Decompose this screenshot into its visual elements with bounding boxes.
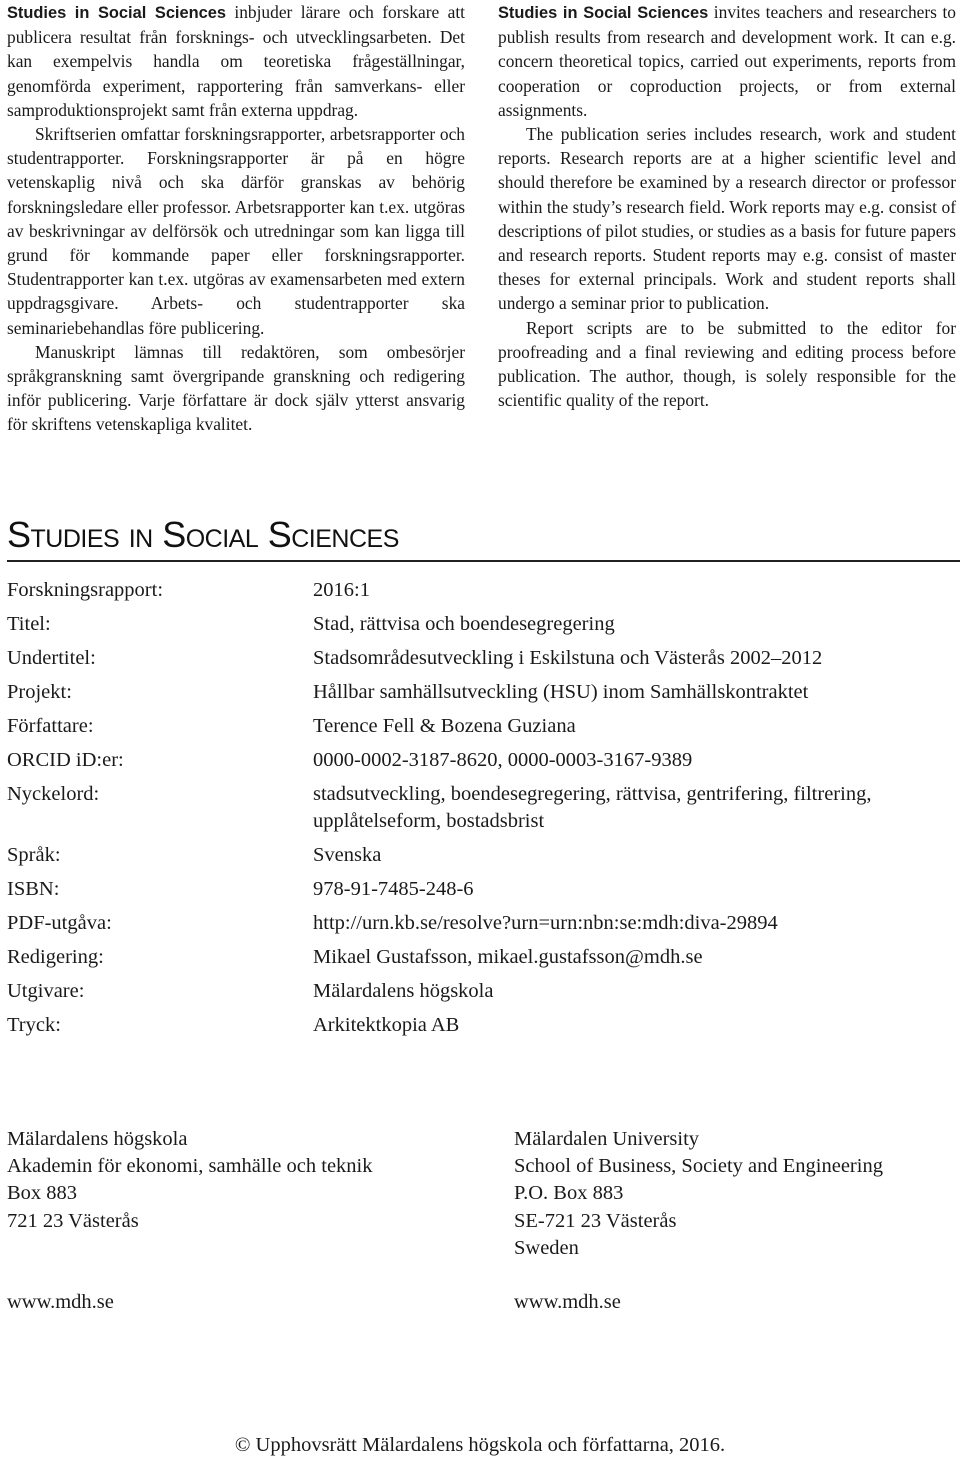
meta-row-pdf: [7, 906, 960, 940]
meta-value-orcid: 0000-0002-3187-8620, 0000-0003-3167-9389: [313, 748, 693, 771]
intro-en-paragraph-3: Report scripts are to be submitted to the editor for proofreading and a final reviewing and editing process before publication. The author, though, is solely responsible for the scientific quality of the report.: [498, 317, 956, 411]
address-sv-line: Akademin för ekonomi, samhälle och teknik: [7, 1155, 373, 1178]
address-en-line: Sweden: [514, 1236, 579, 1259]
intro-en-paragraph-1: [498, 0, 956, 122]
meta-value-project: Hållbar samhällsutveckling (HSU) inom Samhällskontraktet: [313, 680, 809, 703]
meta-row-editing: [7, 940, 960, 974]
address-sv-line: 721 23 Västerås: [7, 1209, 139, 1232]
meta-row-project: [7, 675, 960, 709]
pdf-link[interactable]: http://urn.kb.se/resolve?urn=urn:nbn:se:mdh:diva-29894: [313, 911, 778, 934]
meta-label-subtitle: Undertitel:: [7, 647, 96, 669]
meta-row-subtitle: [7, 641, 960, 675]
meta-label-publisher: Utgivare:: [7, 980, 85, 1002]
meta-label-orcid: ORCID iD:er:: [7, 749, 124, 771]
meta-row-publisher: [7, 974, 960, 1008]
meta-row-keywords: [7, 777, 960, 838]
meta-label-keywords: Nyckelord:: [7, 783, 100, 805]
address-en-line: School of Business, Society and Engineering: [514, 1155, 883, 1178]
meta-label-language: Språk:: [7, 844, 61, 866]
meta-row-language: [7, 838, 960, 872]
meta-label-title: Titel:: [7, 613, 51, 635]
meta-row-isbn: [7, 872, 960, 906]
address-en-line: SE-721 23 Västerås: [514, 1209, 677, 1232]
meta-value-subtitle: Stadsområdesutveckling i Eskilstuna och Västerås 2002–2012: [313, 646, 823, 669]
meta-label-project: Projekt:: [7, 681, 72, 703]
meta-value-editing: Mikael Gustafsson, mikael.gustafsson@mdh.se: [313, 945, 703, 968]
address-en-line: P.O. Box 883: [514, 1182, 624, 1205]
series-name-sv: Studies in Social Sciences: [7, 4, 226, 22]
intro-sv-paragraph-2: Skriftserien omfattar forskningsrapporter, arbetsrapporter och studentrapporter. Forskningsrapporter är på en högre vetenskaplig nivå och ska därför granskas av behörig forskningsledare eller professor. Arbetsrapporter kan t.ex. utgöras av beskrivningar av delförsök och utredningar som kan ligga till grund för kommande paper eller forskningsrapporter. Studentrapporter kan t.ex. utgöras av examensarbeten med extern uppdragsgivare. Arbets- och studentrapporter ska seminariebehandlas före publicering.: [7, 124, 465, 338]
meta-label-authors: Författare:: [7, 715, 94, 737]
address-swedish: [7, 1126, 373, 1316]
intro-sv-paragraph-1: [7, 0, 465, 122]
meta-label-editing: Redigering:: [7, 946, 104, 968]
address-english: [514, 1126, 883, 1316]
meta-label-pdf: PDF-utgåva:: [7, 912, 112, 934]
meta-value-language: Svenska: [313, 843, 382, 866]
intro-sv-paragraph-3: Manuskript lämnas till redaktören, som ombesörjer språkgranskning samt övergripande granskning och redigering inför publicering. Varje författare är dock själv ytterst ansvarig för skriftens vetenskapliga kvalitet.: [7, 341, 465, 435]
heading-divider: [7, 560, 960, 562]
copyright-notice: © Upphovsrätt Mälardalens högskola och författarna, 2016.: [234, 1434, 726, 1456]
intro-swedish: [7, 0, 465, 437]
intro-sv-p1-text: inbjuder lärare och forskare att publicera resultat från forsknings- och utvecklingsarbeten. Det kan exempelvis handla om teoretiska frågeställningar, genomförda experiment, rapportering från samverkans- eller samproduktionsprojekt samt från externa uppdrag.: [7, 2, 465, 120]
meta-value-print: Arkitektkopia AB: [313, 1013, 460, 1036]
intro-en-paragraph-2: The publication series includes research, work and student reports. Research reports are at a higher scientific level and should therefore be examined by a research director or professor within the study’s research field. Work reports may e.g. consist of descriptions of pilot studies, or studies as a basis for future papers and research reports. Student reports may e.g. consist of master theses for external principals. Work and student reports shall undergo a seminar prior to publication.: [498, 124, 956, 314]
intro-english: [498, 0, 956, 412]
meta-row-print: [7, 1008, 960, 1042]
website-link-sv[interactable]: www.mdh.se: [7, 1290, 114, 1313]
address-sv-line: Mälardalens högskola: [7, 1128, 188, 1150]
meta-value-isbn: 978-91-7485-248-6: [313, 877, 474, 900]
series-name-en: Studies in Social Sciences: [498, 4, 709, 22]
website-link-en[interactable]: www.mdh.se: [514, 1291, 621, 1314]
meta-row-orcid: [7, 743, 960, 777]
meta-label-report: Forskningsrapport:: [7, 579, 164, 601]
meta-value-title: Stad, rättvisa och boendesegregering: [313, 612, 615, 635]
meta-row-report: [7, 573, 960, 607]
address-en-line: Mälardalen University: [514, 1128, 700, 1150]
meta-label-print: Tryck:: [7, 1014, 61, 1036]
meta-row-title: [7, 607, 960, 641]
meta-label-isbn: ISBN:: [7, 878, 60, 900]
meta-value-report: 2016:1: [313, 578, 370, 601]
series-heading: Studies in Social Sciences: [7, 514, 399, 555]
report-metadata: [7, 573, 960, 1042]
intro-en-p1-text: invites teachers and researchers to publish results from research and development work. It can e.g. concern theoretical topics, carried out experiments, reports from cooperation or coproduction projects, or from external assignments.: [498, 2, 956, 120]
meta-value-authors: Terence Fell & Bozena Guziana: [313, 714, 576, 737]
meta-value-publisher: Mälardalens högskola: [313, 979, 494, 1002]
meta-row-authors: [7, 709, 960, 743]
address-sv-line: Box 883: [7, 1182, 78, 1205]
meta-value-keywords: stadsutveckling, boendesegregering, rättvisa, gentrifering, filtrering, upplåtelseform, bostadsbrist: [313, 782, 872, 832]
